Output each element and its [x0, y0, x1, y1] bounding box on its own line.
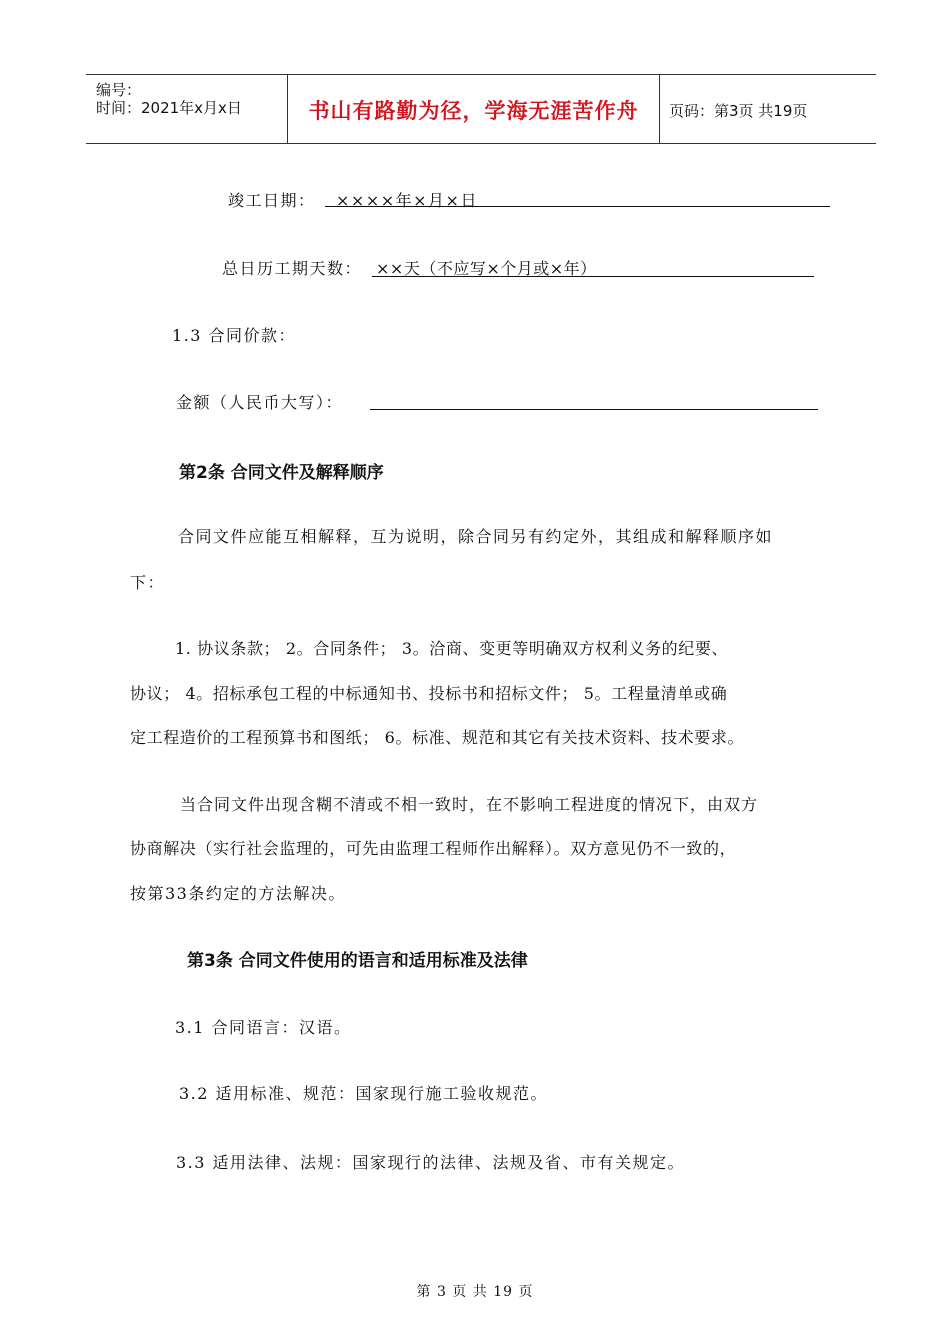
total-days-value: ××天（不应写×个月或×年） [376, 259, 597, 278]
header-center-cell [287, 75, 660, 143]
amount-underline [370, 390, 818, 410]
total-days-label: 总日历工期天数： [222, 259, 363, 278]
header-page-number: 页码：第3页 共19页 [669, 102, 808, 120]
article-2-paragraph-3-line-2: 协商解决（实行社会监理的，可先由监理工程师作出解释）。双方意见仍不一致的， [130, 839, 737, 858]
page-footer: 第 3 页 共 19 页 [416, 1284, 534, 1300]
completion-date-value: ××××年×月×日 [336, 191, 478, 210]
item-3-2: 3.2 适用标准、规范：国家现行施工验收规范。 [179, 1084, 549, 1103]
article-2-paragraph-2-line-2: 协议； 4。招标承包工程的中标通知书、投标书和招标文件； 5。工程量清单或确 [130, 684, 728, 703]
article-2-paragraph-1-line-1: 合同文件应能互相解释，互为说明，除合同另有约定外，其组成和解释顺序如 [178, 527, 774, 546]
header-motto: 书山有路勤为径，学海无涯苦作舟 [308, 99, 639, 123]
article-2-paragraph-3-line-1: 当合同文件出现含糊不清或不相一致时，在不影响工程进度的情况下，由双方 [180, 795, 759, 814]
item-3-1: 3.1 合同语言：汉语。 [175, 1018, 352, 1037]
item-3-3: 3.3 适用法律、法规：国家现行的法律、法规及省、市有关规定。 [176, 1153, 686, 1172]
header-left-cell [86, 75, 287, 143]
completion-date-label: 竣工日期： [228, 191, 316, 210]
article-3-title: 第3条 合同文件使用的语言和适用标准及法律 [187, 951, 528, 971]
document-number-label: 编号： [96, 81, 142, 99]
header-right-cell [659, 75, 876, 143]
article-2-title: 第2条 合同文件及解释顺序 [179, 463, 384, 483]
document-time-label: 时间：2021年x月x日 [96, 99, 242, 117]
article-2-paragraph-1-line-2: 下： [130, 573, 166, 592]
page-header [86, 74, 876, 144]
article-2-paragraph-3-line-3: 按第33条约定的方法解决。 [130, 884, 346, 903]
amount-label: 金额（人民币大写）： [176, 393, 344, 412]
article-2-paragraph-2-line-3: 定工程造价的工程预算书和图纸； 6。标准、规范和其它有关技术资料、技术要求。 [130, 728, 745, 747]
section-1-3-contract-price: 1.3 合同价款： [172, 326, 297, 345]
article-2-paragraph-2-line-1: 1. 协议条款； 2。合同条件； 3。洽商、变更等明确双方权利义务的纪要、 [175, 639, 729, 658]
